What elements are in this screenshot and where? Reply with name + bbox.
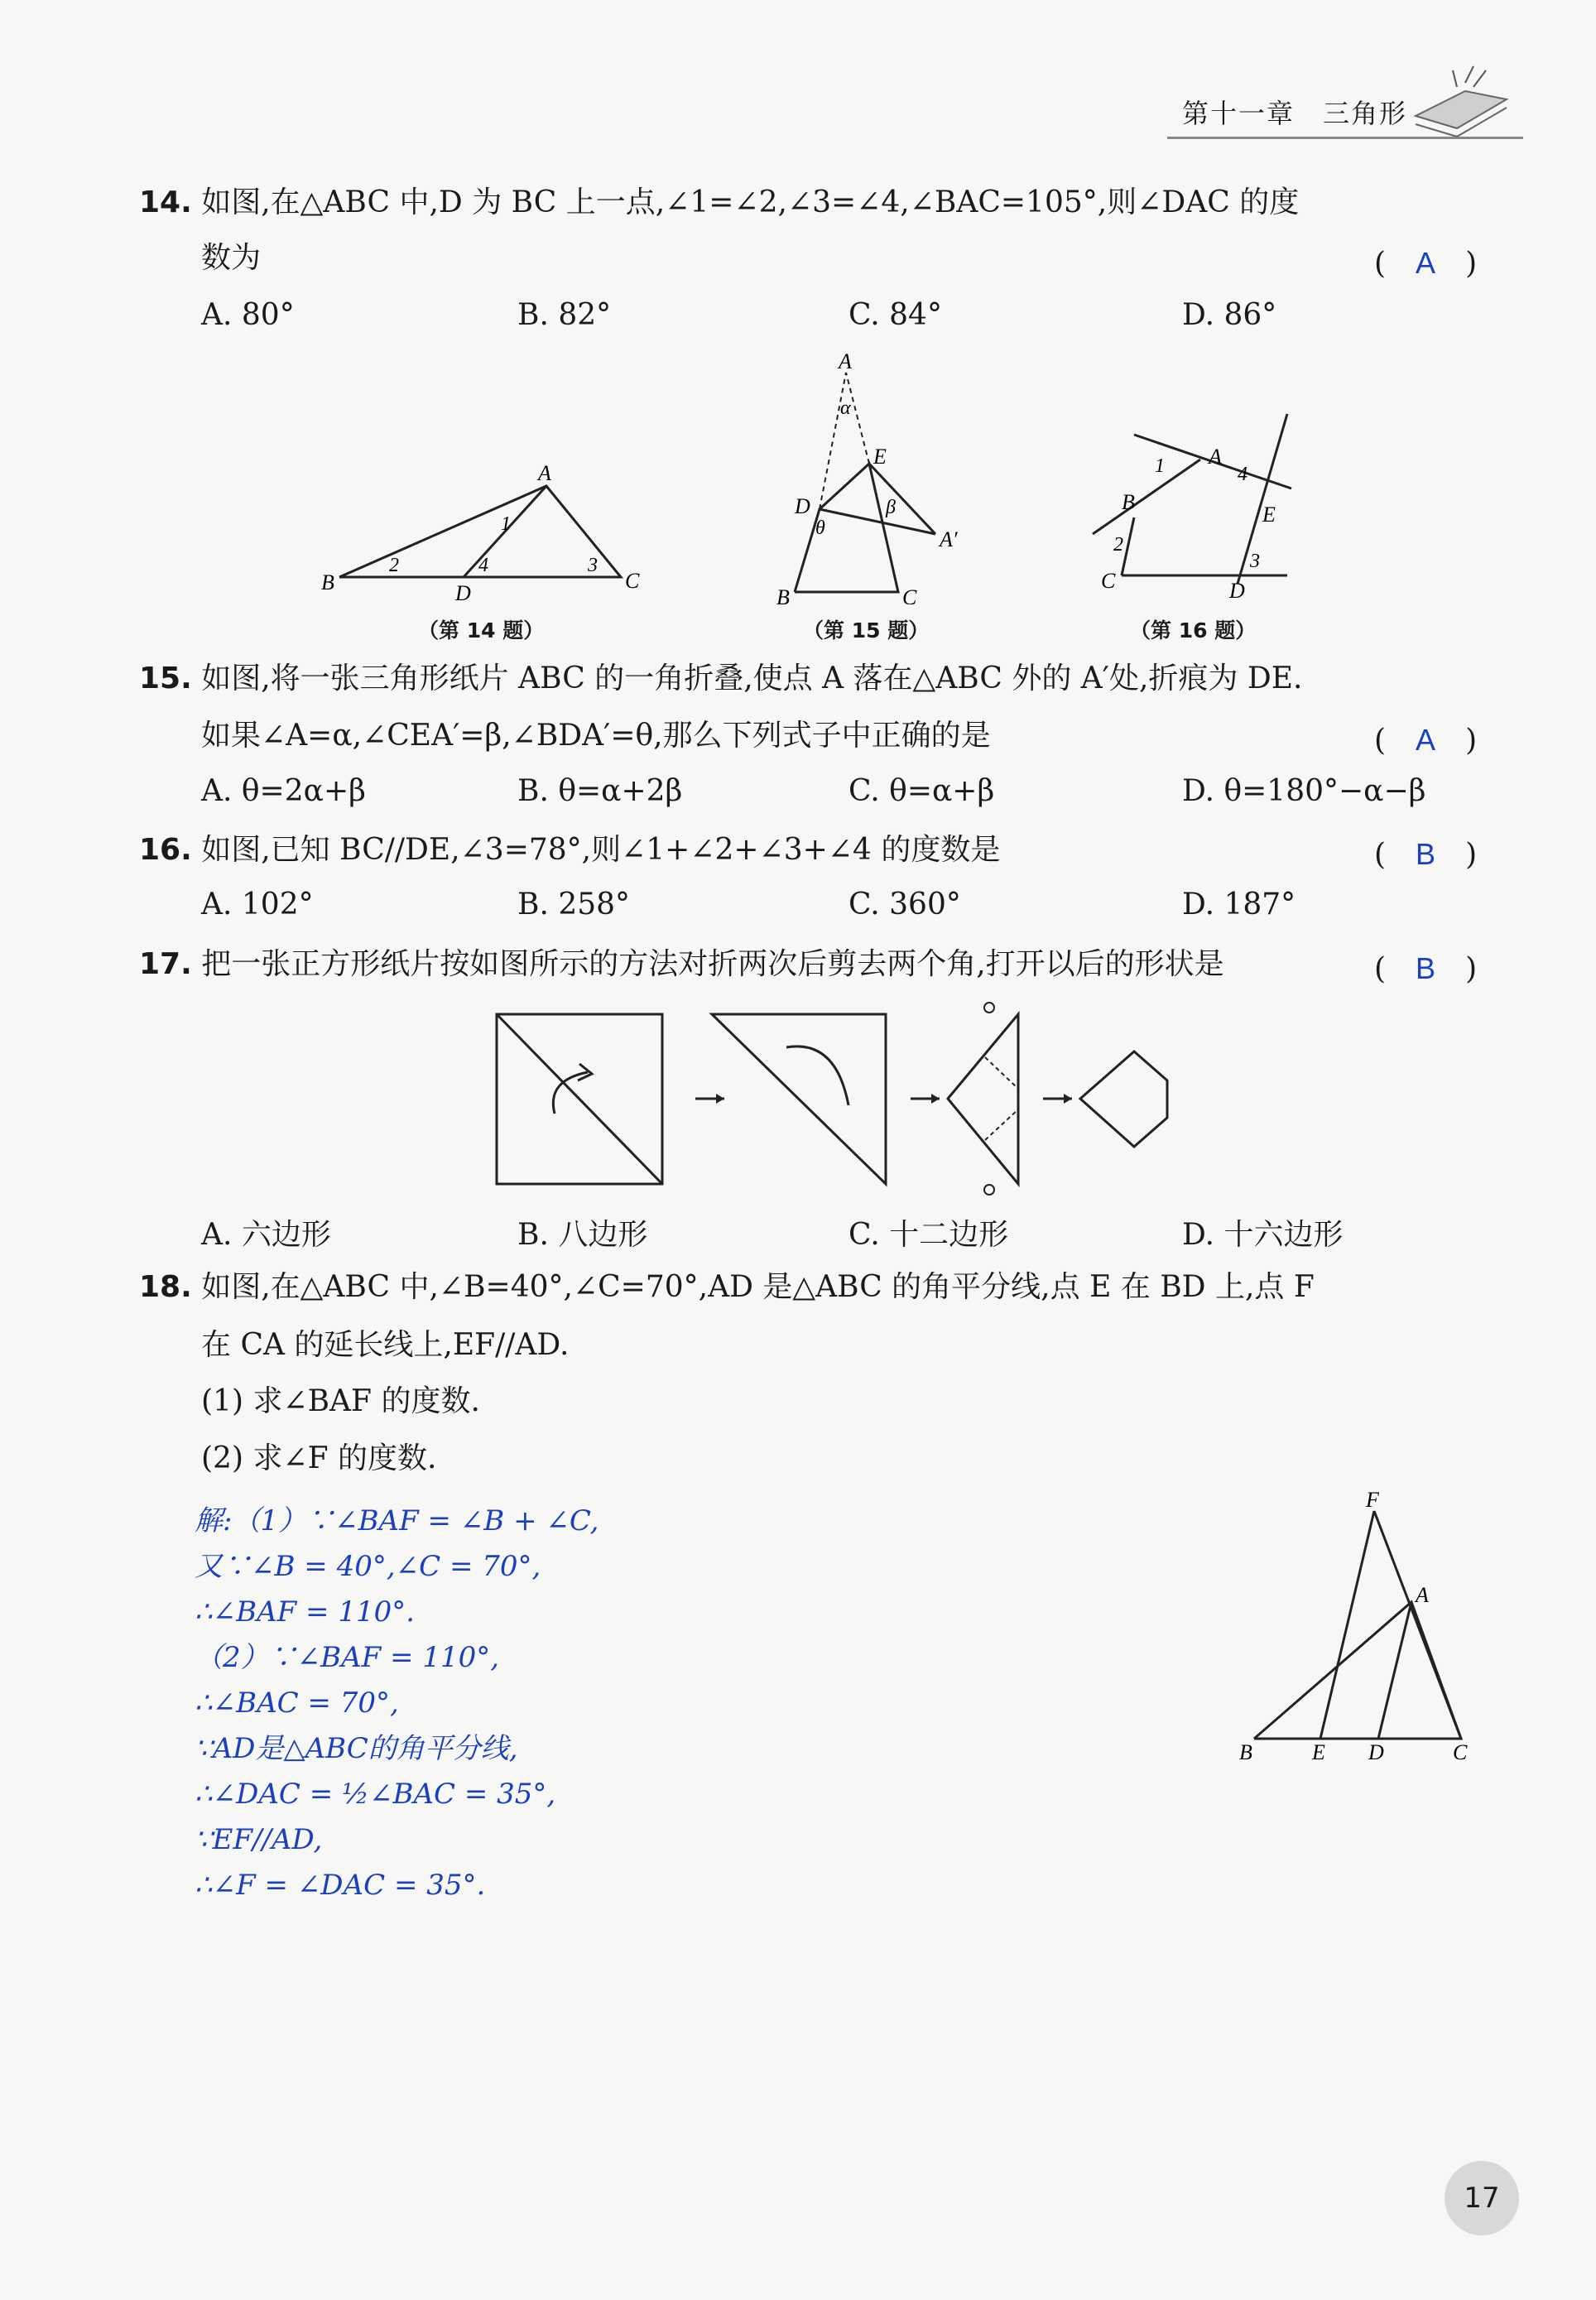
- solution-line: ∴∠BAF = 110°.: [195, 1595, 416, 1629]
- svg-text:1: 1: [501, 513, 511, 535]
- svg-text:θ: θ: [815, 517, 825, 539]
- svg-text:C: C: [625, 569, 640, 593]
- option-c: C. 十二边形: [848, 1218, 1009, 1252]
- svg-text:4: 4: [478, 555, 488, 576]
- option-a: A. 102°: [201, 888, 314, 921]
- option-c: C. θ=α+β: [848, 774, 995, 808]
- option-b: B. 82°: [517, 298, 612, 332]
- svg-text:E: E: [1312, 1740, 1325, 1764]
- svg-text:F: F: [1366, 1488, 1379, 1512]
- caption-16: （第 16 题）: [1130, 618, 1257, 642]
- answer-14: ( A ): [1374, 246, 1478, 281]
- question-16: 16. 如图,已知 BC//DE,∠3=78°,则∠1+∠2+∠3+∠4 的度数是: [139, 833, 1001, 867]
- svg-text:2: 2: [389, 555, 399, 576]
- svg-text:B: B: [1239, 1740, 1252, 1764]
- question-18-part1: (1) 求∠BAF 的度数.: [201, 1384, 480, 1418]
- solution-line: 解:（1）∵∠BAF = ∠B + ∠C,: [195, 1504, 599, 1537]
- book-icon: [1407, 50, 1515, 141]
- caption-14: （第 14 题）: [418, 618, 545, 642]
- answer-16: ( B ): [1374, 837, 1478, 872]
- option-b: B. θ=α+2β: [517, 774, 683, 808]
- option-a: A. θ=2α+β: [201, 774, 366, 808]
- question-18-line2: 在 CA 的延长线上,EF//AD.: [201, 1328, 570, 1362]
- svg-text:C: C: [1453, 1740, 1468, 1764]
- svg-text:B: B: [1122, 490, 1135, 514]
- solution: [195, 1499, 598, 1908]
- svg-text:β: β: [886, 497, 896, 518]
- answer-17: ( B ): [1374, 951, 1478, 986]
- question-18-part2: (2) 求∠F 的度数.: [201, 1441, 437, 1475]
- solution-line: ∵EF//AD,: [195, 1823, 323, 1856]
- svg-text:D: D: [1368, 1740, 1384, 1764]
- option-d: D. 86°: [1182, 298, 1277, 332]
- svg-text:A: A: [538, 461, 551, 485]
- figure-17: [488, 998, 1267, 1229]
- question-14-line2: 数为: [201, 241, 262, 275]
- question-15: 15. 如图,将一张三角形纸片 ABC 的一角折叠,使点 A 落在△ABC 外的 A′处,折痕为 DE.: [139, 662, 1303, 695]
- caption-15: （第 15 题）: [803, 618, 930, 642]
- figure-18: [1229, 1486, 1486, 1772]
- option-a: A. 六边形: [201, 1218, 331, 1252]
- page-number: 17: [1445, 2161, 1519, 2235]
- svg-text:4: 4: [1238, 464, 1247, 485]
- option-b: B. 八边形: [517, 1218, 648, 1252]
- option-c: C. 360°: [848, 888, 961, 921]
- svg-text:2: 2: [1113, 534, 1123, 556]
- question-15-line2: 如果∠A=α,∠CEA′=β,∠BDA′=θ,那么下列式子中正确的是: [201, 719, 991, 753]
- svg-text:α: α: [840, 397, 851, 419]
- svg-text:3: 3: [1250, 551, 1260, 572]
- answer-15: ( A ): [1374, 723, 1478, 758]
- option-a: A. 80°: [201, 298, 295, 332]
- solution-line: ∴∠DAC = ½∠BAC = 35°,: [195, 1778, 556, 1811]
- option-d: D. 187°: [1182, 888, 1296, 921]
- solution-line: 又∵∠B = 40°,∠C = 70°,: [195, 1550, 541, 1583]
- option-b: B. 258°: [517, 888, 631, 921]
- figure-14: [315, 447, 662, 604]
- svg-text:E: E: [873, 445, 887, 469]
- svg-text:A′: A′: [940, 527, 958, 551]
- svg-text:A: A: [839, 349, 852, 373]
- option-c: C. 84°: [848, 298, 942, 332]
- solution-line: （2）∵∠BAF = 110°,: [195, 1641, 500, 1674]
- svg-text:D: D: [795, 494, 810, 518]
- option-d: D. θ=180°−α−β: [1182, 774, 1426, 808]
- chapter-title: 第十一章 三角形: [1182, 98, 1408, 129]
- solution-line: ∴∠F = ∠DAC = 35°.: [195, 1869, 486, 1902]
- svg-text:1: 1: [1155, 455, 1165, 477]
- option-d: D. 十六边形: [1182, 1218, 1344, 1252]
- figure-16: [1084, 406, 1316, 604]
- figure-15: [762, 348, 993, 604]
- svg-text:C: C: [902, 585, 917, 604]
- question-14: 14. 如图,在△ABC 中,D 为 BC 上一点,∠1=∠2,∠3=∠4,∠BAC=105°,则∠DAC 的度: [139, 185, 1300, 219]
- svg-text:D: D: [455, 581, 471, 604]
- question-18: 18. 如图,在△ABC 中,∠B=40°,∠C=70°,AD 是△ABC 的角平分线,点 E 在 BD 上,点 F: [139, 1270, 1315, 1304]
- svg-text:B: B: [776, 585, 790, 604]
- question-17: 17. 把一张正方形纸片按如图所示的方法对折两次后剪去两个角,打开以后的形状是: [139, 947, 1224, 981]
- svg-text:B: B: [321, 570, 334, 594]
- svg-text:3: 3: [588, 555, 598, 576]
- svg-text:A: A: [1416, 1583, 1429, 1607]
- svg-text:C: C: [1101, 569, 1116, 593]
- solution-line: ∴∠BAC = 70°,: [195, 1687, 399, 1720]
- svg-text:A: A: [1209, 445, 1222, 469]
- solution-line: ∵AD是△ABC的角平分线,: [195, 1732, 518, 1765]
- svg-text:E: E: [1262, 503, 1276, 527]
- svg-text:D: D: [1229, 579, 1245, 603]
